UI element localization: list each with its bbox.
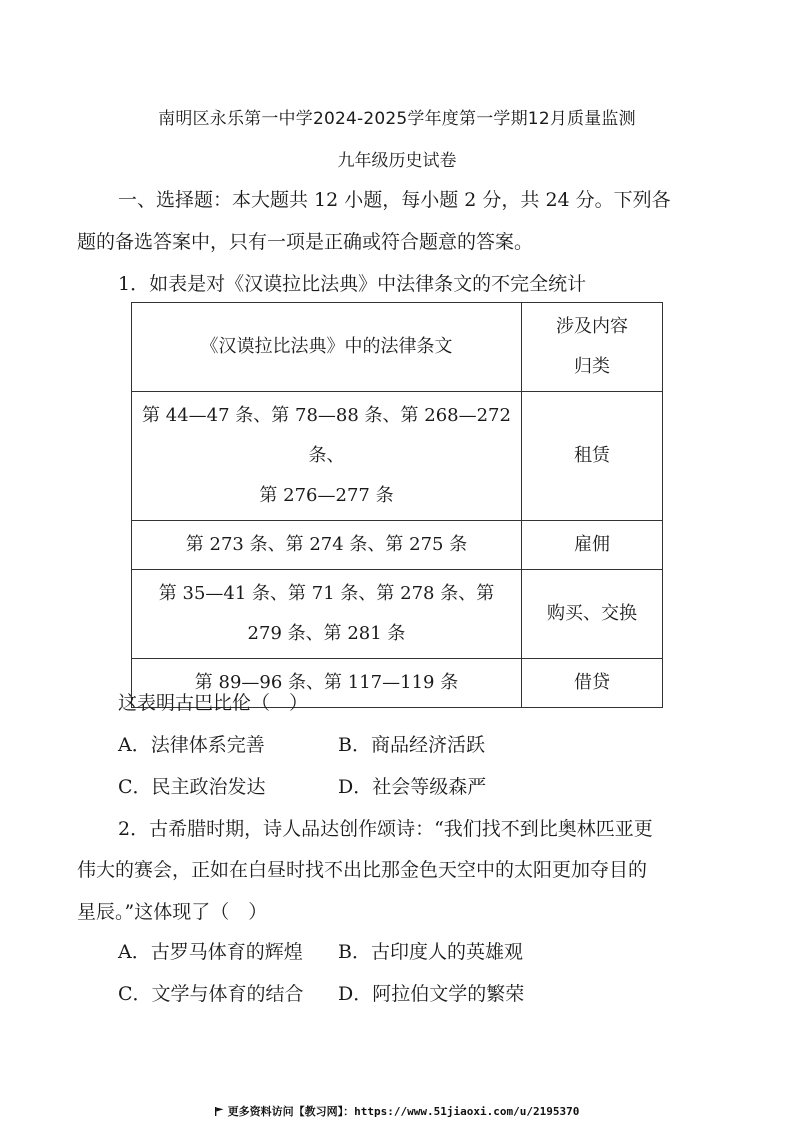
q2-option-c: C．文学与体育的结合 [118, 983, 304, 1005]
table-header-row [132, 303, 663, 392]
category-cell: 购买、交换 [522, 570, 663, 659]
law-text: 279 条、第 281 条 [247, 623, 406, 644]
q1-option-d: D．社会等级森严 [338, 776, 487, 798]
q2-option-d: D．阿拉伯文学的繁荣 [338, 983, 525, 1005]
question-2-stem-line1: 2．古希腊时期，诗人品达创作颂诗：“我们找不到比奥林匹亚更 [118, 818, 653, 840]
header-category-line1: 涉及内容 [556, 316, 628, 337]
table-row [132, 570, 663, 659]
category-cell: 租赁 [522, 392, 663, 521]
exam-subtitle: 九年级历史试卷 [337, 151, 457, 171]
q2-option-b: B．古印度人的英雄观 [338, 941, 523, 963]
footer-link[interactable] [0, 1103, 794, 1119]
exam-title: 南明区永乐第一中学2024-2025学年度第一学期12月质量监测 [158, 109, 636, 129]
question-2-stem-line2: 伟大的赛会，正如在白昼时找不出比那金色天空中的太阳更加夺目的 [77, 859, 648, 881]
q1-option-a: A．法律体系完善 [118, 734, 265, 756]
law-cell: 第 273 条、第 274 条、第 275 条 [132, 521, 522, 570]
law-cell [132, 392, 522, 521]
law-cell [132, 570, 522, 659]
law-text: 条、 [308, 445, 345, 466]
table-header-cell: 《汉谟拉比法典》中的法律条文 [132, 303, 522, 392]
law-statistics-table [131, 302, 663, 708]
q2-option-a: A．古罗马体育的辉煌 [118, 941, 303, 963]
table-row [132, 392, 663, 521]
table-row [132, 521, 663, 570]
q1-option-c: C．民主政治发达 [118, 776, 266, 798]
question-2-stem-line3: 星辰。”这体现了（ ） [77, 901, 268, 923]
section-instructions-line1: 一、选择题：本大题共 12 小题，每小题 2 分，共 24 分。下列各 [118, 189, 671, 211]
section-instructions-line2: 题的备选答案中，只有一项是正确或符合题意的答案。 [77, 231, 534, 253]
table-header-cell [522, 303, 663, 392]
law-text: 第 276—277 条 [259, 485, 394, 506]
category-cell: 雇佣 [522, 521, 663, 570]
category-cell: 借贷 [522, 659, 663, 708]
law-cell: 第 89—96 条、第 117—119 条 [132, 659, 522, 708]
footer-text: 更多资料访问【教习网】：https://www.51jiaoxi.com/u/2195370 [227, 1105, 580, 1118]
law-text: 第 44—47 条、第 78—88 条、第 268—272 [142, 405, 511, 426]
header-category-line2: 归类 [574, 356, 610, 377]
question-1-stem: 1．如表是对《汉谟拉比法典》中法律条文的不完全统计 [118, 273, 587, 295]
law-text: 第 35—41 条、第 71 条、第 278 条、第 [158, 583, 495, 604]
question-1-prompt: 这表明古巴比伦（ ） [118, 692, 309, 714]
flag-icon [215, 1107, 224, 1116]
q1-option-b: B．商品经济活跃 [338, 734, 485, 756]
